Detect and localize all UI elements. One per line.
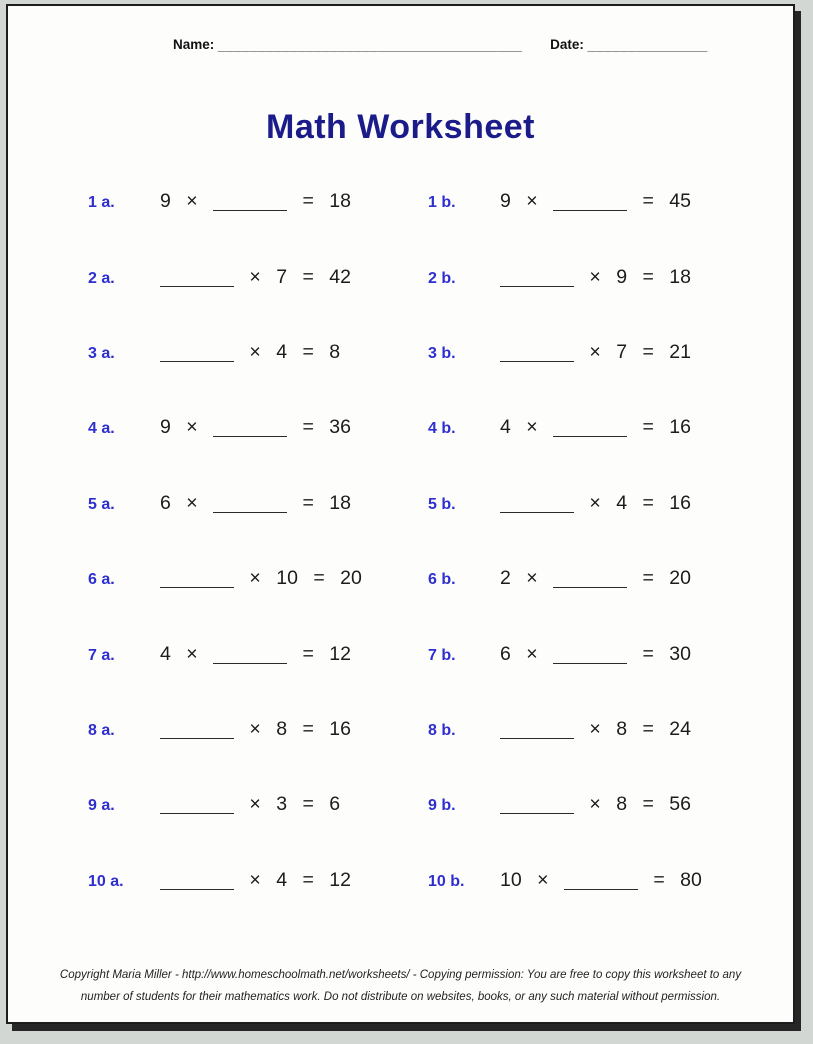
problem-label: 4 a. (88, 420, 115, 438)
problem-before: 9 × (500, 190, 538, 213)
answer-blank (213, 509, 287, 513)
problem-7b (428, 643, 768, 666)
problem-after: = 18 (302, 491, 351, 514)
copyright-footer (8, 964, 793, 1008)
problem-after: × 4 = 16 (589, 491, 691, 514)
problem-after: = 16 (642, 416, 691, 439)
problem-9a (88, 793, 428, 816)
answer-blank (160, 283, 234, 287)
answer-blank (500, 283, 574, 287)
problem-label: 10 a. (88, 872, 124, 890)
problem-before: 9 × (160, 416, 198, 439)
problem-after: × 9 = 18 (589, 265, 691, 288)
problem-3b (428, 341, 768, 364)
problem-10b (428, 869, 768, 892)
problem-label: 8 a. (88, 721, 115, 739)
problem-5b (428, 492, 768, 515)
problem-3a (88, 341, 428, 364)
answer-blank (160, 886, 234, 890)
problem-after: × 3 = 6 (249, 793, 341, 816)
problem-after: = 36 (302, 416, 351, 439)
problem-before: 4 × (500, 416, 538, 439)
problem-label: 4 b. (428, 420, 456, 438)
problem-2b (428, 266, 768, 289)
problem-before: 4 × (160, 642, 198, 665)
problem-label: 9 b. (428, 797, 456, 815)
problem-7a (88, 643, 428, 666)
problem-label: 2 b. (428, 269, 456, 287)
problem-9b (428, 793, 768, 816)
problem-after: × 7 = 42 (249, 265, 351, 288)
problem-6b (428, 567, 768, 590)
problem-4b (428, 416, 768, 439)
problem-after: = 30 (642, 642, 691, 665)
problem-label: 2 a. (88, 269, 115, 287)
worksheet-page (6, 4, 795, 1024)
problem-before: 9 × (160, 190, 198, 213)
answer-blank (160, 358, 234, 362)
problem-label: 5 b. (428, 495, 456, 513)
answer-blank (500, 358, 574, 362)
problem-after: = 80 (653, 868, 702, 891)
problem-label: 7 a. (88, 646, 115, 664)
problem-label: 3 b. (428, 344, 456, 362)
problem-label: 1 b. (428, 194, 456, 212)
problem-before: 10 × (500, 868, 549, 891)
problem-after: = 45 (642, 190, 691, 213)
problem-after: × 8 = 56 (589, 793, 691, 816)
answer-blank (160, 810, 234, 814)
footer-line-2: number of students for their mathematics work. Do not distribute on websites, books, or any such material without permission. (80, 991, 721, 1003)
answer-blank (213, 207, 287, 211)
problem-before: 6 × (500, 642, 538, 665)
problem-after: = 12 (302, 642, 351, 665)
name-label: Name: (173, 37, 215, 52)
answer-blank (553, 433, 627, 437)
problem-before: 2 × (500, 567, 538, 590)
answer-blank (160, 735, 234, 739)
answer-blank (553, 584, 627, 588)
date-line: _______________ (587, 37, 708, 52)
problem-label: 6 a. (88, 571, 115, 589)
problem-5a (88, 492, 428, 515)
problem-label: 5 a. (88, 495, 115, 513)
problem-4a (88, 416, 428, 439)
answer-blank (213, 433, 287, 437)
answer-blank (553, 660, 627, 664)
problem-label: 10 b. (428, 872, 465, 890)
footer-line-1: Copyright Maria Miller - http://www.homeschoolmath.net/worksheets/ - Copying permission: You are free to copy this worksheet to any (59, 969, 742, 981)
problem-label: 8 b. (428, 721, 456, 739)
problem-10a (88, 869, 428, 892)
answer-blank (160, 584, 234, 588)
problem-1b (428, 190, 768, 213)
problem-after: × 10 = 20 (249, 567, 362, 590)
problem-after: × 4 = 8 (249, 340, 341, 363)
answer-blank (213, 660, 287, 664)
problem-label: 3 a. (88, 344, 115, 362)
problem-label: 6 b. (428, 571, 456, 589)
answer-blank (564, 886, 638, 890)
problem-6a (88, 567, 428, 590)
problem-1a (88, 190, 428, 213)
problem-after: × 8 = 24 (589, 717, 691, 740)
problem-2a (88, 266, 428, 289)
problem-8b (428, 718, 768, 741)
problem-after: = 20 (642, 567, 691, 590)
problem-after: = 18 (302, 190, 351, 213)
problem-8a (88, 718, 428, 741)
date-label: Date: (550, 37, 584, 52)
problem-after: × 7 = 21 (589, 340, 691, 363)
answer-blank (553, 207, 627, 211)
problem-after: × 8 = 16 (249, 717, 351, 740)
problem-label: 7 b. (428, 646, 456, 664)
answer-blank (500, 810, 574, 814)
problem-label: 1 a. (88, 194, 115, 212)
answer-blank (500, 735, 574, 739)
problems-grid (88, 164, 768, 918)
worksheet-title: Math Worksheet (266, 108, 535, 146)
problem-label: 9 a. (88, 797, 115, 815)
name-line: ______________________________________ (218, 37, 523, 52)
problem-after: × 4 = 12 (249, 868, 351, 891)
name-date-header (173, 37, 708, 52)
problem-before: 6 × (160, 491, 198, 514)
answer-blank (500, 509, 574, 513)
